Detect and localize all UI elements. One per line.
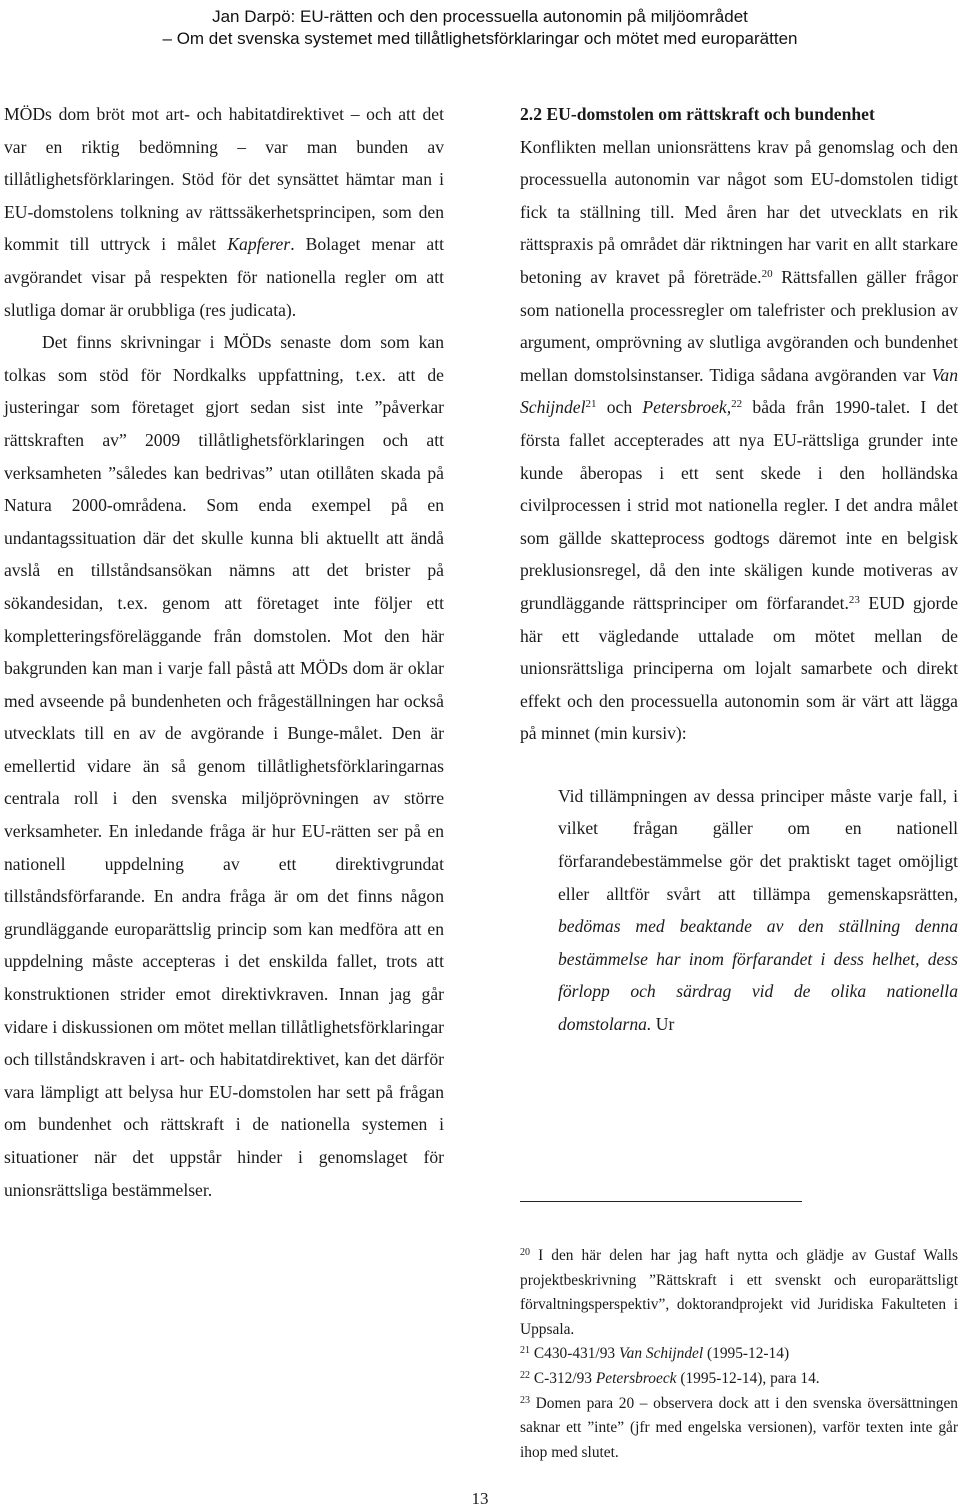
right-column [520,98,958,1041]
block-quote: Vid tillämpningen av dessa principer måste varje fall, i vilket frågan gäller om en nationell förfarandebestämmelse gör det praktiskt taget omöjligt eller alltför svårt att tillämpa gemenskapsrätten, bedömas med beaktande av den ställning denna bestämmelse har inom förfarandet i dess helhet, dess förlopp och särdrag vid de olika nationella domstolarna. Ur [558,785,958,1035]
section-heading: 2.2 EU-domstolen om rättskraft och bundenhet [520,104,875,124]
running-head [0,6,960,50]
footnote-23: $^{23}$ Domen para 20 – observera dock att i den svenska översättningen saknar ett ”inte” (jfr med engelska versionen), varför texten inte går ihop med slutet. [520,1394,958,1461]
case-name-van-schijndel: Van Schijndel [520,364,958,418]
case-name-kapferer: Kapferer [227,234,291,255]
footnote-ref-22[interactable]: 22 [731,398,743,411]
left-paragraph-2: Det finns skrivningar i MÖDs senaste dom som kan tolkas som stöd för Nordkalks uppfattning, t.ex. att de justeringar som företaget gjort sedan sist inte ”påverkar rättskraften av” 2009 tillåtlighetsförklaringen och att verksamheten ”således kan bedrivas” utan otillåten skada på Natura 2000-områdena. Som enda exempel på en undantagssituation där det skulle kunna bli aktuellt att ändå avslå en tillståndsansökan nämns att det brister på sökandesidan, t.ex. genom att företaget inte följer ett kompletteringsföreläggande från domstolen. Mot den här bakgrunden kan man i varje fall påstå att MÖDs dom är oklar med avseende på bundenheten och frågeställningen har också utvecklats till en av de avgörande i Bunge-målet. Den är emellertid vidare än så genom tillåtlighetsförklaringarnas centrala roll i den svenska miljöprövningen av större verksamheter. En inledande fråga är hur EU-rätten ser på en nationell uppdelning av ett direktivgrundat tillståndsförfarande. En andra fråga är om det finns någon grundläggande europarättslig princip som kan medföra att en uppdelning måste accepteras i det enskilda fallet, trots att konstruktionen strider emot direktivkraven. Innan jag går vidare i diskussionen om mötet mellan tillåtlighetsförklaringar och tillståndskraven i art- och habitatdirektivet, kan det därför vara lämpligt att belysa hur EU-domstolen har sett på frågan om bundenhet och rättskraft i de nationella systemen i situationer när det uppstår hinder i genomslaget för unionsrättsliga bestämmelser. [4,332,444,1200]
quote-italic-emphasis: bedömas med beaktande av den ställning denna bestämmelse har inom förfarandet i dess helhet, dess förlopp och särdrag vid de olika nationella domstolarna. [558,916,958,1035]
footnote-21: $^{21}$ C430-431/93 Van Schijndel (1995-12-14) [520,1345,790,1363]
footnotes [520,1244,958,1465]
footnote-ref-23[interactable]: 23 [848,593,860,606]
right-paragraph-1: Konflikten mellan unionsrättens krav på genomslag och den processuella autonomin var något som EU-domstolen tidigt fick ta ställning till. Med åren har det utvecklats en rik rättspraxis på området där riktningen har varit en allt starkare betoning av kravet på företräde.$^{20}$ Rättsfallen gäller frågor som nationella processregler om talefrister och preklusion av argument, omprövning av slutliga avgöranden och bundenhet mellan domstolsinstanser. Tidiga sådana avgöranden var Van Schijndel$^{21}$ och Petersbroek,$^{22}$ båda från 1990-talet. I det första fallet accepterades att nya EU-rättsliga grunder inte kunde åberopas i ett sent skede i den holländska civilprocessen i strid mot nationella regler. I det andra målet som gällde skatteprocess godtogs däremot inte en belgisk preklusionsregel, då den inte skäligen kunde motiveras av grundläggande rättsprinciper om förfarandet.$^{23}$ EUD gjorde här ett vägledande uttalade om mötet mellan de unionsrättsliga principerna om lojalt samarbete och direkt effekt och den processuella autonomin som är värt att lägga på minnet (min kursiv): [520,136,959,744]
running-head-line-2: – Om det svenska systemet med tillåtlighetsförklaringar och mötet med europarätten [162,29,798,48]
footnote-20: $^{20}$ I den här delen har jag haft nytta och glädje av Gustaf Walls projektbeskrivning ”Rättskraft i ett svenskt och europarättsligt förvaltningsperspektiv”, doktorandprojekt vid Juridiska Fakulteten i Uppsala. [520,1247,958,1338]
footnote-divider [520,1201,802,1202]
left-paragraph-1: MÖDs dom bröt mot art- och habitatdirektivet – och att det var en riktig bedömning – var man bunden av tillåtlighetsförklaringen. Stöd för det synsättet hämtar man i EU-domstolens tolkning av rättssäkerhetsprincipen, som den kommit till uttryck i målet Kapferer. Bolaget menar att avgörandet visar på respekten för nationella regler om att slutliga domar är orubbliga (res judicata). [4,104,444,320]
case-name-petersbroek: Petersbroek, [642,397,732,418]
footnote-ref-21[interactable]: 21 [585,398,597,411]
running-head-line-1: Jan Darpö: EU-rätten och den processuella autonomin på miljöområdet [212,7,748,26]
left-column [4,98,444,1206]
footnote-ref-20[interactable]: 20 [761,267,773,280]
page-number: 13 [471,1489,489,1508]
footnote-22: $^{22}$ C-312/93 Petersbroeck (1995-12-14), para 14. [520,1369,820,1387]
